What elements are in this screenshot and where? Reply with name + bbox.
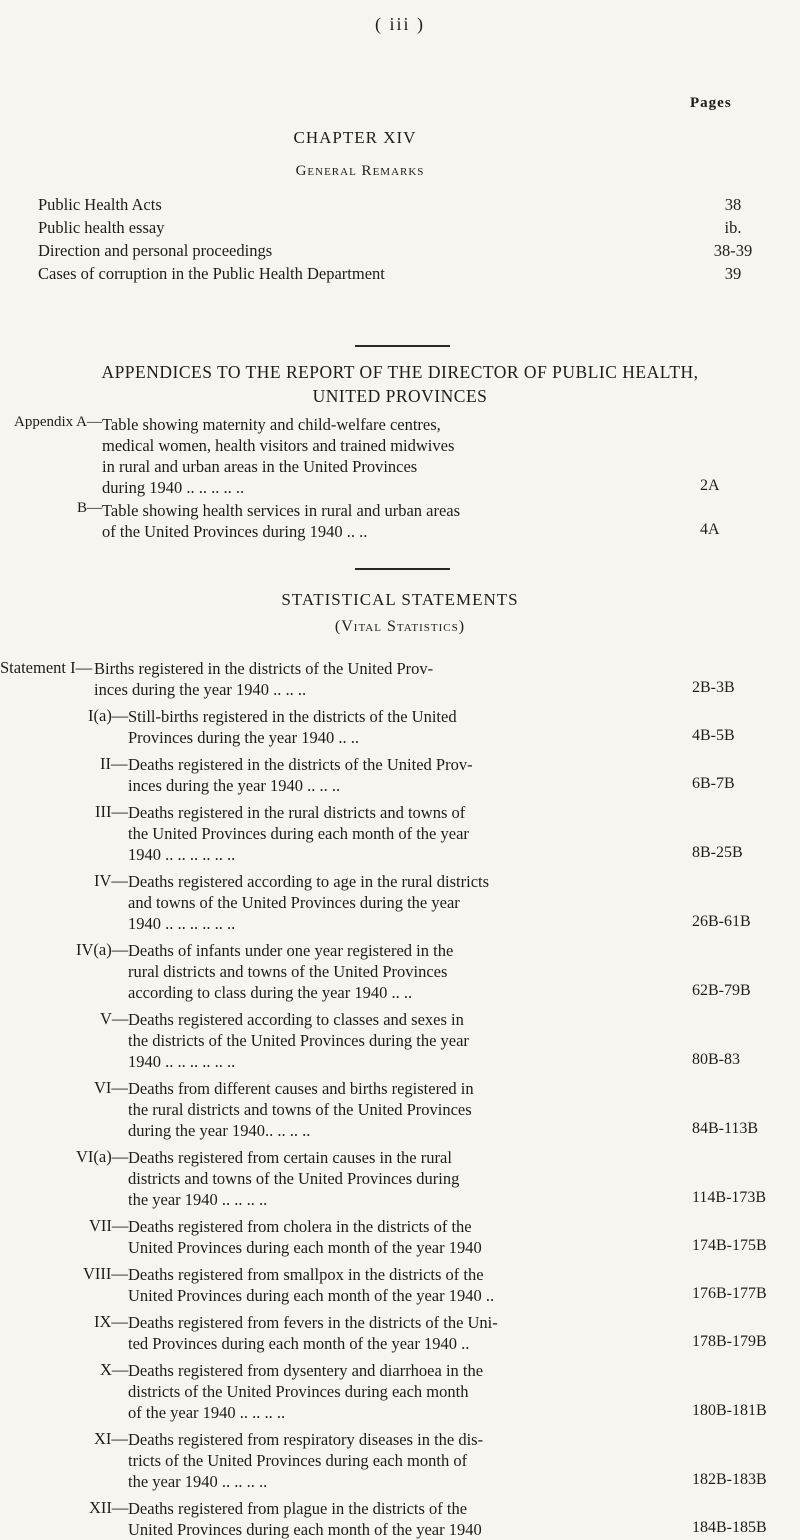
statement-entry — [128, 706, 688, 748]
entry-line: Deaths registered according to classes and sexes in — [128, 1010, 464, 1029]
statement-prefix: VI(a)— — [76, 1147, 129, 1166]
statement-entry — [128, 1216, 688, 1258]
statement-page: 182B-183B — [692, 1471, 767, 1488]
appendices-title-line: APPENDICES TO THE REPORT OF THE DIRECTOR OF PUBLIC HEALTH, — [101, 362, 699, 382]
entry-line: the rural districts and towns of the United Provinces — [128, 1100, 472, 1119]
entry-line: Deaths registered from dysentery and diarrhoea in the — [128, 1361, 484, 1380]
statement-entry — [128, 1498, 688, 1540]
toc-entry-label: Direction and personal proceedings — [38, 241, 273, 260]
entry-line: Table showing maternity and child-welfare centres, — [102, 415, 441, 434]
entry-line: and towns of the United Provinces during the year — [128, 893, 460, 912]
chapter-heading: CHAPTER XIV — [293, 128, 417, 147]
statement-prefix: VII— — [89, 1216, 129, 1235]
statement-page: 178B-179B — [692, 1333, 767, 1350]
entry-line: 1940 .. .. .. .. .. .. — [128, 914, 236, 933]
entry-line: Deaths from different causes and births registered in — [128, 1079, 474, 1098]
entry-line: Deaths registered according to age in the rural districts — [128, 872, 490, 891]
statement-entry — [128, 1429, 688, 1492]
toc-entry-label: Public Health Acts — [38, 195, 162, 214]
toc-entry — [38, 194, 763, 216]
section-divider — [355, 568, 450, 570]
statement-page: 84B-113B — [692, 1120, 759, 1137]
toc-entry-page: 39 — [724, 264, 742, 283]
toc-entry — [38, 263, 763, 285]
entry-line: United Provinces during each month of the year 1940 .. — [128, 1286, 495, 1305]
statement-entry — [128, 802, 688, 865]
statement-entry — [128, 1264, 688, 1306]
entry-line: the districts of the United Provinces during the year — [128, 1031, 469, 1050]
entry-line: the United Provinces during each month of the year — [128, 824, 469, 843]
appendix-prefix: B— — [77, 500, 103, 516]
appendices-title — [0, 360, 800, 408]
toc-entry-label: Public health essay — [38, 218, 165, 237]
statement-prefix: VI— — [94, 1078, 128, 1097]
statistical-statements-title: STATISTICAL STATEMENTS — [281, 590, 519, 609]
statement-prefix: XII— — [89, 1498, 129, 1517]
statement-entry — [128, 754, 688, 796]
entry-line: Deaths registered in the districts of the United Prov- — [128, 755, 473, 774]
statement-prefix: X— — [100, 1360, 129, 1379]
statement-prefix: IV— — [94, 871, 128, 890]
entry-line: Provinces during the year 1940 .. .. — [128, 728, 359, 747]
statement-prefix: VIII— — [83, 1264, 128, 1283]
section-divider — [355, 345, 450, 347]
statement-entry — [128, 1360, 688, 1423]
entry-line: of the year 1940 .. .. .. .. — [128, 1403, 286, 1422]
entry-line: medical women, health visitors and trained midwives — [102, 436, 455, 455]
entry-line: Deaths registered from cholera in the districts of the — [128, 1217, 472, 1236]
statement-page: 26B-61B — [692, 913, 751, 930]
entry-line: 1940 .. .. .. .. .. .. — [128, 1052, 236, 1071]
statement-page: 174B-175B — [692, 1237, 767, 1254]
entry-line: the year 1940 .. .. .. .. — [128, 1190, 268, 1209]
entry-line: inces during the year 1940 .. .. .. — [94, 680, 307, 699]
statement-page: 2B-3B — [692, 679, 735, 696]
statement-entry — [128, 1147, 688, 1210]
entry-line: United Provinces during each month of the year 1940 — [128, 1520, 482, 1539]
entry-line: Still-births registered in the districts of the United — [128, 707, 457, 726]
statement-page: 4B-5B — [692, 727, 735, 744]
entry-line: Deaths of infants under one year registered in the — [128, 941, 454, 960]
statement-page: 6B-7B — [692, 775, 735, 792]
toc-entry-page: 38 — [724, 195, 742, 214]
entry-line: Births registered in the districts of the United Prov- — [94, 659, 434, 678]
appendices-title-line: UNITED PROVINCES — [312, 386, 488, 406]
toc-entry-page: ib. — [724, 218, 742, 237]
statement-page: 184B-185B — [692, 1519, 767, 1536]
entry-line: districts of the United Provinces during each month — [128, 1382, 469, 1401]
statement-entry — [128, 940, 688, 1003]
entry-line: Deaths registered from respiratory diseases in the dis- — [128, 1430, 484, 1449]
entry-line: according to class during the year 1940 .. .. — [128, 983, 413, 1002]
entry-line: during the year 1940.. .. .. .. — [128, 1121, 311, 1140]
statement-page: 180B-181B — [692, 1402, 767, 1419]
entry-line: during 1940 .. .. .. .. .. — [102, 478, 245, 497]
statement-entry — [128, 871, 688, 934]
chapter-subtitle: General Remarks — [295, 163, 425, 179]
pages-column-heading: Pages — [690, 95, 732, 111]
statement-page: 80B-83 — [692, 1051, 740, 1068]
statement-page: 114B-173B — [692, 1189, 767, 1206]
entry-line: the year 1940 .. .. .. .. — [128, 1472, 268, 1491]
statement-entry — [128, 1312, 688, 1354]
entry-line: Table showing health services in rural and urban areas — [102, 501, 461, 520]
appendix-entry — [102, 414, 662, 498]
entry-line: tricts of the United Provinces during each month of — [128, 1451, 468, 1470]
appendix-entry — [102, 500, 662, 542]
entry-line: inces during the year 1940 .. .. .. — [128, 776, 341, 795]
appendix-page: 4A — [700, 521, 720, 538]
statement-entry — [128, 1009, 688, 1072]
entry-line: United Provinces during each month of the year 1940 — [128, 1238, 482, 1257]
entry-line: rural districts and towns of the United Provinces — [128, 962, 448, 981]
toc-entry-page: 38-39 — [713, 241, 753, 260]
entry-line: Deaths registered in the rural districts and towns of — [128, 803, 466, 822]
statement-prefix: II— — [100, 754, 128, 773]
statement-page: 62B-79B — [692, 982, 751, 999]
statement-prefix: XI— — [94, 1429, 128, 1448]
statement-prefix: Statement I— — [0, 658, 93, 677]
entry-line: districts and towns of the United Provinces during — [128, 1169, 460, 1188]
page-folio: ( iii ) — [375, 14, 425, 34]
entry-line: Deaths registered from plague in the districts of the — [128, 1499, 468, 1518]
entry-line: Deaths registered from certain causes in the rural — [128, 1148, 452, 1167]
statement-prefix: IV(a)— — [76, 940, 129, 959]
toc-entry-label: Cases of corruption in the Public Health Department — [38, 264, 385, 283]
statement-prefix: III— — [95, 802, 128, 821]
statement-prefix: IX— — [94, 1312, 128, 1331]
entry-line: 1940 .. .. .. .. .. .. — [128, 845, 236, 864]
entry-line: in rural and urban areas in the United Provinces — [102, 457, 418, 476]
statement-page: 176B-177B — [692, 1285, 767, 1302]
appendix-prefix: Appendix A— — [14, 414, 102, 430]
statement-entry — [128, 1078, 688, 1141]
entry-line: Deaths registered from fevers in the districts of the Uni- — [128, 1313, 498, 1332]
statement-page: 8B-25B — [692, 844, 743, 861]
statement-entry — [94, 658, 654, 700]
entry-line: ted Provinces during each month of the year 1940 .. — [128, 1334, 470, 1353]
toc-entry — [38, 240, 763, 262]
entry-line: of the United Provinces during 1940 .. .. — [102, 522, 368, 541]
statement-prefix: I(a)— — [88, 706, 129, 725]
vital-statistics-subtitle: (Vital Statistics) — [334, 618, 466, 635]
appendix-page: 2A — [700, 477, 720, 494]
statement-prefix: V— — [100, 1009, 129, 1028]
entry-line: Deaths registered from smallpox in the districts of the — [128, 1265, 484, 1284]
toc-entry — [38, 217, 763, 239]
